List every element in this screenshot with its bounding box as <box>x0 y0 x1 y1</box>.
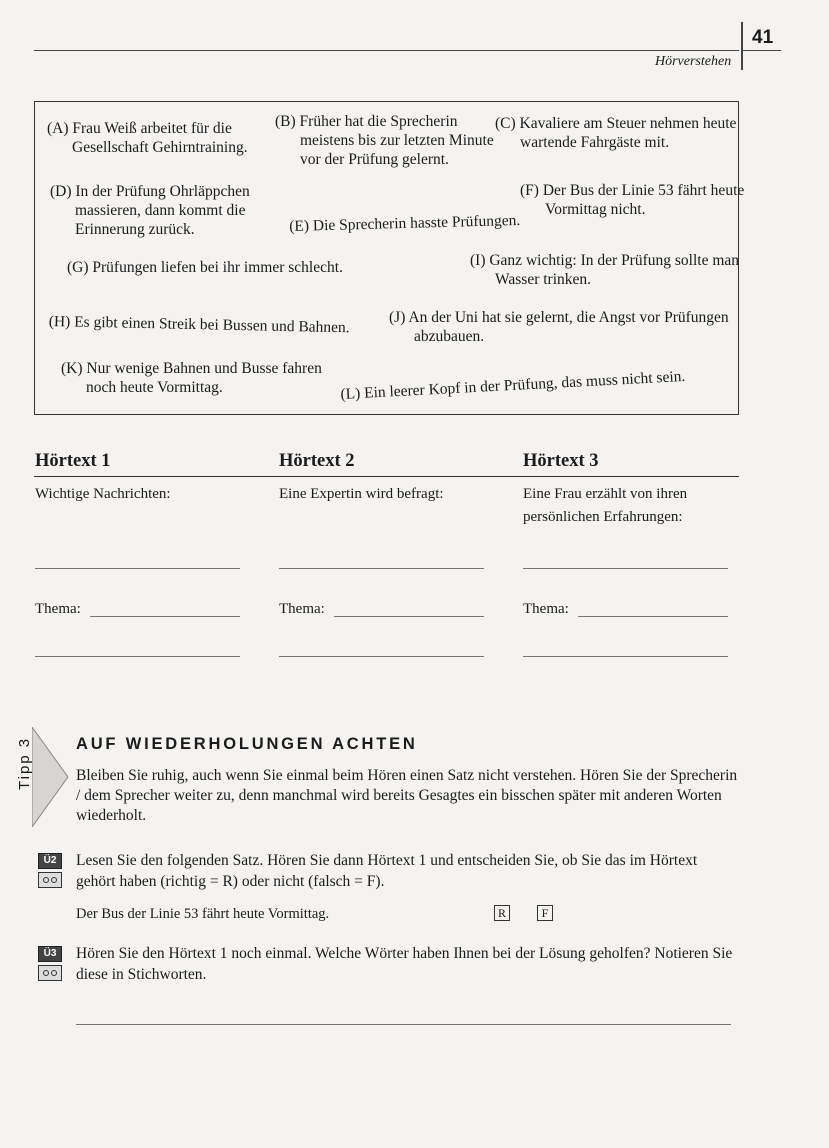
answer-line[interactable] <box>279 656 484 657</box>
statement-j: (J) An der Uni hat sie gelernt, die Angst vor Prüfungen abzubauen. <box>389 309 729 345</box>
hoertext-2-description: Eine Expertin wird befragt: <box>279 486 444 502</box>
tip-tab-shape <box>32 727 72 827</box>
hoertext-3-description: Eine Frau erzählt von ihren persönlichen Erfahrungen: <box>523 486 688 525</box>
tip-text: Bleiben Sie ruhig, auch wenn Sie einmal beim Hören einen Satz nicht verstehen. Hören Sie der Sprecherin / dem Sprecher weiter zu, denn manchmal wird bereits Gesagtes ein bisschen später mit anderen Worten wiederholt. <box>76 767 738 824</box>
exercise3-instruction: Hören Sie den Hörtext 1 noch einmal. Welche Wörter haben Ihnen bei der Lösung geholfen? Notieren Sie diese in Stichworten. <box>76 945 733 983</box>
hoertext-3-thema-label: Thema: <box>523 601 569 617</box>
richtig-checkbox[interactable]: R <box>494 905 510 921</box>
statement-c: (C) Kavaliere am Steuer nehmen heute wartende Fahrgäste mit. <box>495 115 737 151</box>
exercise2-sentence: Der Bus der Linie 53 fährt heute Vormittag. <box>76 906 330 922</box>
statement-g: (G) Prüfungen liefen bei ihr immer schlecht. <box>67 259 343 276</box>
thema-line[interactable] <box>90 616 240 617</box>
exercise-badge: Ü3 <box>38 946 62 962</box>
statement-h: (H) Es gibt einen Streik bei Bussen und Bahnen. <box>48 312 350 337</box>
statement-a: (A) Frau Weiß arbeitet für die Gesellschaft Gehirntraining. <box>47 120 248 156</box>
cassette-icon <box>38 965 62 981</box>
exercise-badge: Ü2 <box>38 853 62 869</box>
hoertext-1-description: Wichtige Nachrichten: <box>35 486 171 502</box>
header-vertical-rule <box>741 22 743 70</box>
exercise2-instruction: Lesen Sie den folgenden Satz. Hören Sie dann Hörtext 1 und entscheiden Sie, ob Sie das im Hörtext gehört haben (richtig = R) oder nicht (falsch = F). <box>76 852 698 890</box>
answer-line[interactable] <box>35 656 240 657</box>
statement-d: (D) In der Prüfung Ohrläppchen massieren, dann kommt die Erinnerung zurück. <box>50 183 250 238</box>
answer-line[interactable] <box>35 568 240 569</box>
thema-line[interactable] <box>578 616 728 617</box>
header-rule <box>34 50 739 51</box>
page-number: 41 <box>752 27 774 48</box>
thema-line[interactable] <box>334 616 484 617</box>
answer-line[interactable] <box>523 568 728 569</box>
answer-line[interactable] <box>279 568 484 569</box>
columns-header-rule <box>34 476 739 477</box>
answer-line[interactable] <box>523 656 728 657</box>
statement-l: (L) Ein leerer Kopf in der Prüfung, das muss nicht sein. <box>340 367 686 403</box>
header-rule-right <box>741 50 781 51</box>
tip-title: AUF WIEDERHOLUNGEN ACHTEN <box>76 735 418 753</box>
hoertext-1-thema-label: Thema: <box>35 601 81 617</box>
hoertext-1-title: Hörtext 1 <box>35 451 111 471</box>
statement-f: (F) Der Bus der Linie 53 fährt heute Vormittag nicht. <box>520 182 745 218</box>
hoertext-2-title: Hörtext 2 <box>279 451 355 471</box>
statement-i: (I) Ganz wichtig: In der Prüfung sollte man Wasser trinken. <box>470 252 740 288</box>
cassette-icon <box>38 872 62 888</box>
answer-line[interactable] <box>76 1024 731 1025</box>
tip-side-label: Tipp 3 <box>16 736 33 790</box>
statement-e: (E) Die Sprecherin hasste Prüfungen. <box>289 211 521 235</box>
falsch-checkbox[interactable]: F <box>537 905 553 921</box>
statement-b: (B) Früher hat die Sprecherin meistens bis zur letzten Minute vor der Prüfung gelernt. <box>275 113 494 168</box>
running-title: Hörverstehen <box>655 54 732 69</box>
hoertext-3-title: Hörtext 3 <box>523 451 599 471</box>
hoertext-2-thema-label: Thema: <box>279 601 325 617</box>
statement-k: (K) Nur wenige Bahnen und Busse fahren noch heute Vormittag. <box>61 360 322 396</box>
